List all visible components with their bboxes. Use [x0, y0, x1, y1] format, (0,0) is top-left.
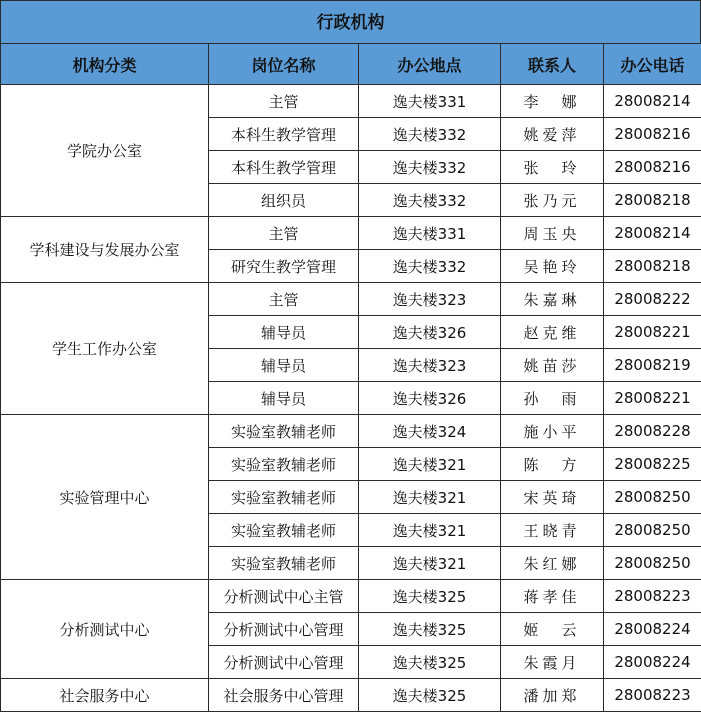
position-cell: 实验室教辅老师 [209, 415, 359, 448]
contact-cell: 陈 方 [501, 448, 604, 481]
phone-cell: 28008250 [604, 547, 701, 580]
position-cell: 辅导员 [209, 382, 359, 415]
contact-cell: 姚爱萍 [501, 118, 604, 151]
location-cell: 逸夫楼325 [359, 679, 501, 712]
table-title: 行政机构 [316, 13, 385, 33]
phone-cell: 28008222 [604, 283, 701, 316]
phone-cell: 28008250 [604, 481, 701, 514]
category-cell: 学生工作办公室 [1, 283, 209, 415]
table-body [1, 85, 701, 712]
position-cell: 主管 [209, 85, 359, 118]
contact-cell: 赵克维 [501, 316, 604, 349]
location-cell: 逸夫楼332 [359, 250, 501, 283]
location-cell: 逸夫楼325 [359, 580, 501, 613]
location-cell: 逸夫楼331 [359, 217, 501, 250]
location-cell: 逸夫楼332 [359, 184, 501, 217]
header-position: 岗位名称 [209, 44, 359, 85]
category-cell: 分析测试中心 [1, 580, 209, 679]
phone-cell: 28008224 [604, 646, 701, 679]
location-cell: 逸夫楼331 [359, 85, 501, 118]
contact-cell: 张乃元 [501, 184, 604, 217]
position-cell: 研究生教学管理 [209, 250, 359, 283]
position-cell: 实验室教辅老师 [209, 514, 359, 547]
phone-cell: 28008214 [604, 217, 701, 250]
contact-cell: 孙 雨 [501, 382, 604, 415]
phone-cell: 28008225 [604, 448, 701, 481]
position-cell: 分析测试中心管理 [209, 613, 359, 646]
phone-cell: 28008221 [604, 316, 701, 349]
location-cell: 逸夫楼323 [359, 349, 501, 382]
phone-cell: 28008224 [604, 613, 701, 646]
phone-cell: 28008223 [604, 679, 701, 712]
position-cell: 辅导员 [209, 349, 359, 382]
position-cell: 主管 [209, 217, 359, 250]
header-row [1, 44, 701, 85]
phone-cell: 28008216 [604, 151, 701, 184]
location-cell: 逸夫楼325 [359, 646, 501, 679]
contact-cell: 吴艳玲 [501, 250, 604, 283]
contact-cell: 施小平 [501, 415, 604, 448]
position-cell: 组织员 [209, 184, 359, 217]
header-contact: 联系人 [501, 44, 604, 85]
table-row [1, 415, 701, 448]
contact-cell: 王晓青 [501, 514, 604, 547]
location-cell: 逸夫楼325 [359, 613, 501, 646]
table-title-bar [0, 0, 701, 44]
contact-cell: 周玉央 [501, 217, 604, 250]
table-row [1, 679, 701, 712]
header-location: 办公地点 [359, 44, 501, 85]
position-cell: 分析测试中心管理 [209, 646, 359, 679]
location-cell: 逸夫楼323 [359, 283, 501, 316]
table-row [1, 580, 701, 613]
position-cell: 本科生教学管理 [209, 151, 359, 184]
contact-cell: 李 娜 [501, 85, 604, 118]
phone-cell: 28008221 [604, 382, 701, 415]
phone-cell: 28008218 [604, 184, 701, 217]
location-cell: 逸夫楼326 [359, 316, 501, 349]
location-cell: 逸夫楼321 [359, 448, 501, 481]
location-cell: 逸夫楼326 [359, 382, 501, 415]
phone-cell: 28008228 [604, 415, 701, 448]
category-cell: 学科建设与发展办公室 [1, 217, 209, 283]
contact-cell: 朱红娜 [501, 547, 604, 580]
location-cell: 逸夫楼324 [359, 415, 501, 448]
phone-cell: 28008216 [604, 118, 701, 151]
table-row [1, 283, 701, 316]
phone-cell: 28008250 [604, 514, 701, 547]
table-row [1, 217, 701, 250]
location-cell: 逸夫楼321 [359, 547, 501, 580]
location-cell: 逸夫楼332 [359, 151, 501, 184]
table-row [1, 85, 701, 118]
location-cell: 逸夫楼321 [359, 514, 501, 547]
contact-cell: 宋英琦 [501, 481, 604, 514]
phone-cell: 28008219 [604, 349, 701, 382]
category-cell: 学院办公室 [1, 85, 209, 217]
contact-cell: 蒋孝佳 [501, 580, 604, 613]
position-cell: 实验室教辅老师 [209, 448, 359, 481]
position-cell: 辅导员 [209, 316, 359, 349]
phone-cell: 28008223 [604, 580, 701, 613]
position-cell: 实验室教辅老师 [209, 481, 359, 514]
contact-cell: 朱嘉琳 [501, 283, 604, 316]
contact-cell: 姬 云 [501, 613, 604, 646]
location-cell: 逸夫楼321 [359, 481, 501, 514]
phone-cell: 28008214 [604, 85, 701, 118]
header-category: 机构分类 [1, 44, 209, 85]
position-cell: 社会服务中心管理 [209, 679, 359, 712]
contact-cell: 潘加郑 [501, 679, 604, 712]
directory-table [0, 44, 701, 712]
contact-cell: 张 玲 [501, 151, 604, 184]
contact-cell: 姚苗莎 [501, 349, 604, 382]
location-cell: 逸夫楼332 [359, 118, 501, 151]
position-cell: 主管 [209, 283, 359, 316]
position-cell: 本科生教学管理 [209, 118, 359, 151]
position-cell: 实验室教辅老师 [209, 547, 359, 580]
phone-cell: 28008218 [604, 250, 701, 283]
category-cell: 社会服务中心 [1, 679, 209, 712]
category-cell: 实验管理中心 [1, 415, 209, 580]
contact-cell: 朱霞月 [501, 646, 604, 679]
position-cell: 分析测试中心主管 [209, 580, 359, 613]
header-phone: 办公电话 [604, 44, 701, 85]
